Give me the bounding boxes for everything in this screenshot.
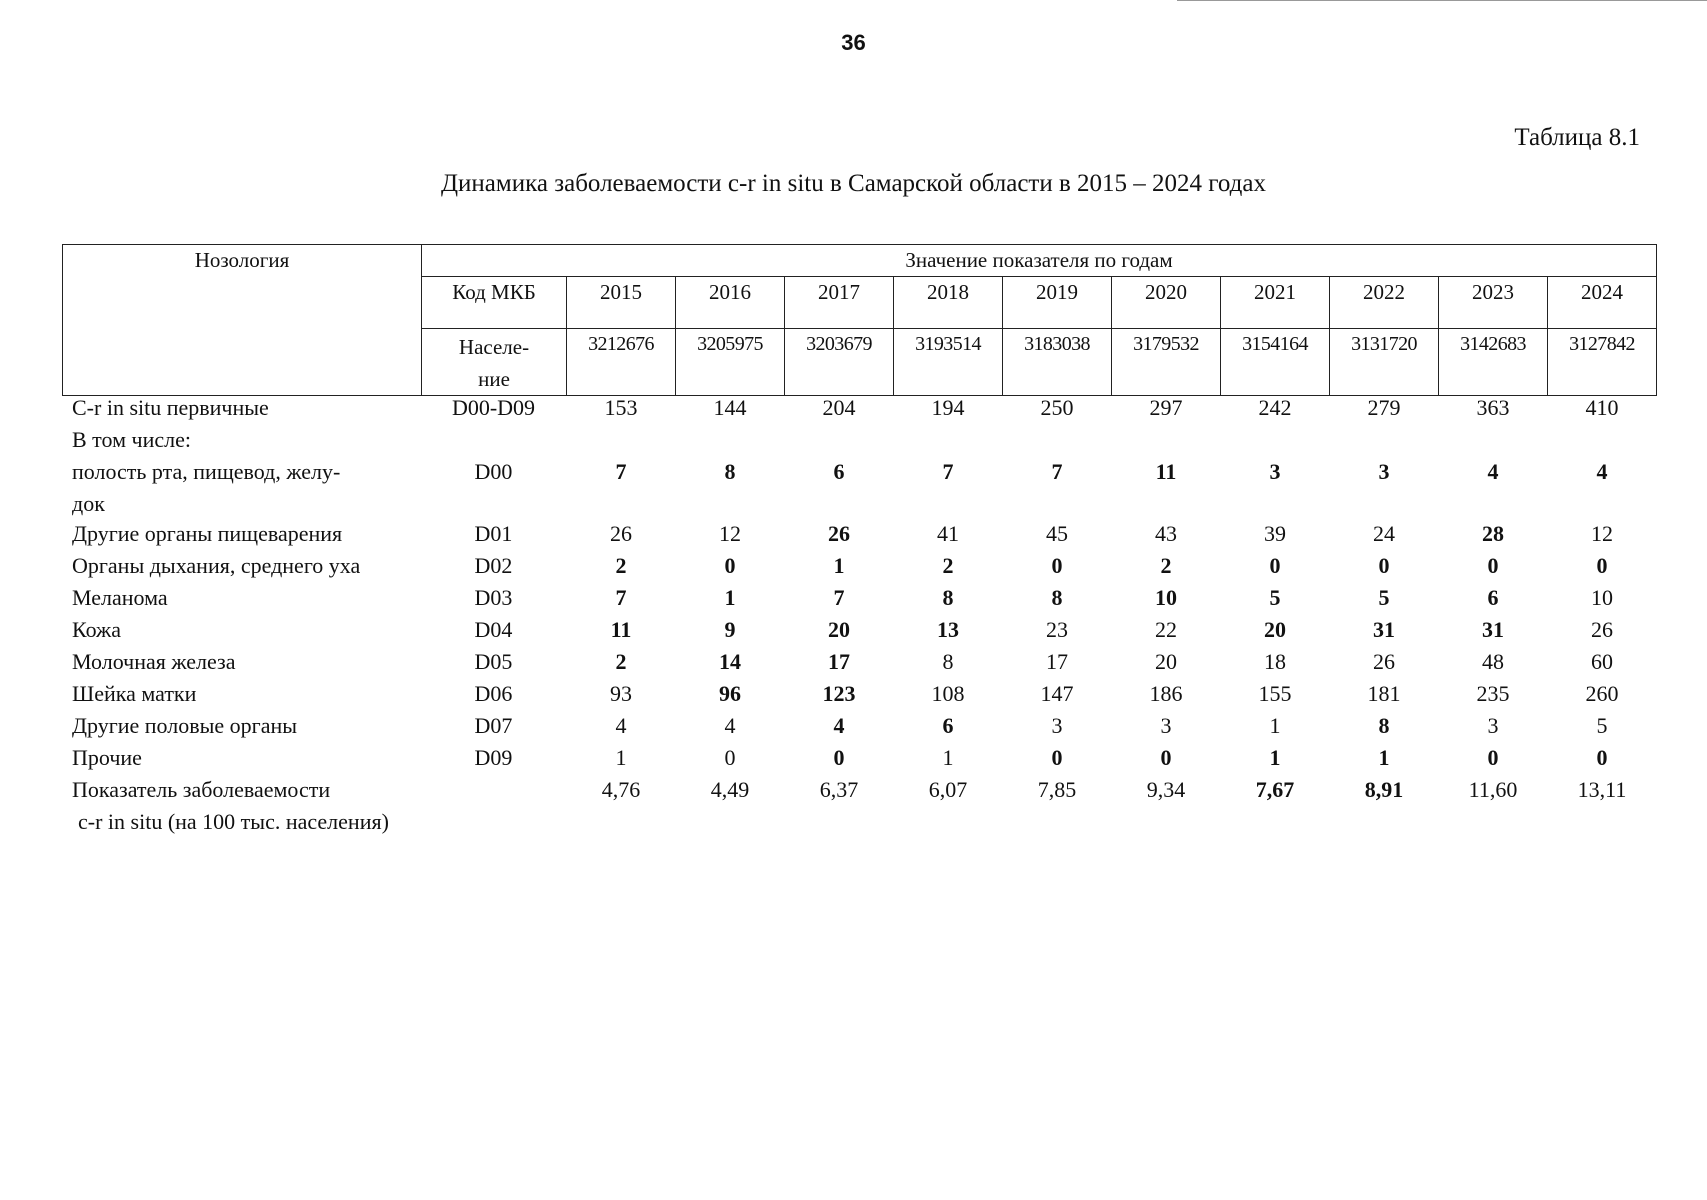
cell-value: 11 [610, 617, 632, 642]
cell-value: 0 [724, 745, 736, 770]
cell-value: 0 [1596, 745, 1608, 770]
cell-value: 22 [1155, 617, 1177, 642]
cell-value: 20 [1155, 649, 1177, 674]
cell-value: 4 [724, 713, 736, 738]
cell-value: 3 [1269, 459, 1281, 484]
cell-value: 0 [1269, 553, 1281, 578]
cell-value: 4 [1596, 459, 1608, 484]
cell-value: 10 [1155, 585, 1177, 610]
cell-value: 2 [942, 553, 954, 578]
cell-value: 14 [719, 649, 741, 674]
cell-value: 20 [828, 617, 850, 642]
cell-value: 123 [822, 681, 856, 706]
population-value: 3203679 [785, 329, 894, 396]
year-header: 2020 [1112, 277, 1221, 329]
icd-code: D00 [474, 459, 513, 484]
cell-value: 1 [833, 553, 845, 578]
cell-value: 4,49 [710, 777, 750, 802]
population-value: 3131720 [1330, 329, 1439, 396]
cell-value: 3 [1160, 713, 1172, 738]
table-row [0, 585, 1707, 617]
cell-value: 7,67 [1255, 777, 1295, 802]
table-row [0, 745, 1707, 777]
top-edge-line [1177, 0, 1707, 1]
table-row [0, 459, 1707, 491]
table-label: Таблица 8.1 [1514, 124, 1640, 151]
population-value: 3193514 [894, 329, 1003, 396]
cell-value: 7 [833, 585, 845, 610]
cell-value: 31 [1373, 617, 1395, 642]
population-value: 3154164 [1221, 329, 1330, 396]
cell-value: 8,91 [1364, 777, 1404, 802]
cell-value: 26 [1591, 617, 1613, 642]
cell-value: 4 [615, 713, 627, 738]
row-label: C-r in situ первичные [72, 395, 269, 420]
table-row [0, 553, 1707, 585]
cell-value: 43 [1155, 521, 1177, 546]
row-label: Другие половые органы [72, 713, 298, 738]
row-label: док [72, 491, 105, 516]
table-row [0, 649, 1707, 681]
table-row [0, 809, 1707, 839]
cell-value: 11 [1155, 459, 1177, 484]
cell-value: 8 [1051, 585, 1063, 610]
table-row [0, 681, 1707, 713]
page-number: 36 [841, 30, 866, 55]
cell-value: 28 [1482, 521, 1504, 546]
cell-value: 13 [937, 617, 959, 642]
cell-value: 20 [1264, 617, 1286, 642]
cell-value: 5 [1269, 585, 1281, 610]
cell-value: 3 [1487, 713, 1499, 738]
cell-value: 194 [931, 395, 965, 420]
cell-value: 410 [1585, 395, 1619, 420]
cell-value: 8 [942, 585, 954, 610]
cell-value: 3 [1051, 713, 1063, 738]
cell-value: 1 [1269, 713, 1281, 738]
cell-value: 0 [1596, 553, 1608, 578]
values-by-year-header: Значение показателя по годам [422, 245, 1657, 277]
row-label: c-r in situ (на 100 тыс. населения) [78, 809, 389, 834]
table-row [0, 617, 1707, 649]
cell-value: 9,34 [1146, 777, 1186, 802]
table-row [0, 521, 1707, 553]
cell-value: 1 [942, 745, 954, 770]
cell-value: 1 [1269, 745, 1281, 770]
cell-value: 39 [1264, 521, 1286, 546]
row-label: Молочная железа [72, 649, 236, 674]
population-value: 3127842 [1548, 329, 1657, 396]
icd-code: D02 [474, 553, 513, 578]
cell-value: 60 [1591, 649, 1613, 674]
cell-value: 7,85 [1037, 777, 1077, 802]
row-label: Прочие [72, 745, 142, 770]
cell-value: 0 [1487, 553, 1499, 578]
row-label: Показатель заболеваемости [72, 777, 331, 802]
cell-value: 204 [822, 395, 856, 420]
cell-value: 2 [615, 649, 627, 674]
row-label: Меланома [72, 585, 168, 610]
cell-value: 6,37 [819, 777, 859, 802]
cell-value: 12 [719, 521, 741, 546]
cell-value: 6 [942, 713, 954, 738]
year-header: 2016 [676, 277, 785, 329]
cell-value: 144 [713, 395, 747, 420]
cell-value: 363 [1476, 395, 1510, 420]
cell-value: 5 [1596, 713, 1608, 738]
cell-value: 7 [615, 585, 627, 610]
year-header: 2021 [1221, 277, 1330, 329]
table-row [0, 427, 1707, 459]
table-row [0, 713, 1707, 745]
cell-value: 1 [724, 585, 736, 610]
icd-code: D01 [474, 521, 513, 546]
cell-value: 147 [1040, 681, 1074, 706]
cell-value: 8 [724, 459, 736, 484]
row-label: Шейка матки [72, 681, 197, 706]
cell-value: 3 [1378, 459, 1390, 484]
icd-code: D03 [474, 585, 513, 610]
cell-value: 4 [1487, 459, 1499, 484]
cell-value: 45 [1046, 521, 1068, 546]
row-label: Органы дыхания, среднего уха [72, 553, 361, 578]
cell-value: 235 [1476, 681, 1510, 706]
cell-value: 7 [942, 459, 954, 484]
cell-value: 9 [724, 617, 736, 642]
icd-code: D04 [474, 617, 513, 642]
cell-value: 181 [1367, 681, 1401, 706]
cell-value: 6 [1487, 585, 1499, 610]
table-body [0, 395, 1707, 839]
year-header: 2019 [1003, 277, 1112, 329]
cell-value: 0 [833, 745, 845, 770]
table-header [62, 244, 1657, 396]
cell-value: 48 [1482, 649, 1504, 674]
cell-value: 23 [1046, 617, 1068, 642]
cell-value: 12 [1591, 521, 1613, 546]
cell-value: 242 [1258, 395, 1292, 420]
cell-value: 6 [833, 459, 845, 484]
document-title: Динамика заболеваемости c-r in situ в Самарской области в 2015 – 2024 годах [441, 170, 1266, 197]
cell-value: 0 [1487, 745, 1499, 770]
population-value: 3212676 [567, 329, 676, 396]
population-header: Населе- ние [422, 329, 567, 396]
year-header: 2024 [1548, 277, 1657, 329]
cell-value: 18 [1264, 649, 1286, 674]
population-value: 3142683 [1439, 329, 1548, 396]
cell-value: 186 [1149, 681, 1183, 706]
cell-value: 108 [931, 681, 965, 706]
cell-value: 1 [615, 745, 627, 770]
cell-value: 8 [942, 649, 954, 674]
cell-value: 31 [1482, 617, 1504, 642]
cell-value: 93 [610, 681, 632, 706]
cell-value: 0 [1051, 745, 1063, 770]
cell-value: 17 [828, 649, 850, 674]
cell-value: 155 [1258, 681, 1292, 706]
table-row [0, 395, 1707, 427]
cell-value: 26 [610, 521, 632, 546]
cell-value: 96 [719, 681, 741, 706]
cell-value: 17 [1046, 649, 1068, 674]
icd-code: D06 [474, 681, 513, 706]
cell-value: 6,07 [928, 777, 968, 802]
cell-value: 26 [828, 521, 850, 546]
cell-value: 10 [1591, 585, 1613, 610]
cell-value: 0 [1378, 553, 1390, 578]
cell-value: 0 [724, 553, 736, 578]
row-label: Другие органы пищеварения [72, 521, 343, 546]
icd-code-header: Код МКБ [422, 277, 567, 329]
cell-value: 5 [1378, 585, 1390, 610]
cell-value: 297 [1149, 395, 1183, 420]
table-row [0, 777, 1707, 809]
year-header: 2015 [567, 277, 676, 329]
year-header: 2022 [1330, 277, 1439, 329]
population-value: 3205975 [676, 329, 785, 396]
cell-value: 24 [1373, 521, 1395, 546]
table-row [0, 491, 1707, 521]
icd-code: D00-D09 [451, 395, 536, 420]
cell-value: 250 [1040, 395, 1074, 420]
population-value: 3183038 [1003, 329, 1112, 396]
cell-value: 0 [1051, 553, 1063, 578]
cell-value: 4 [833, 713, 845, 738]
cell-value: 13,11 [1577, 777, 1627, 802]
year-header: 2017 [785, 277, 894, 329]
cell-value: 7 [1051, 459, 1063, 484]
icd-code: D05 [474, 649, 513, 674]
population-value: 3179532 [1112, 329, 1221, 396]
cell-value: 11,60 [1468, 777, 1518, 802]
cell-value: 2 [1160, 553, 1172, 578]
cell-value: 279 [1367, 395, 1401, 420]
cell-value: 41 [937, 521, 959, 546]
year-header: 2018 [894, 277, 1003, 329]
icd-code: D07 [474, 713, 513, 738]
cell-value: 153 [604, 395, 638, 420]
row-label: В том числе: [72, 427, 191, 452]
cell-value: 2 [615, 553, 627, 578]
cell-value: 7 [615, 459, 627, 484]
cell-value: 260 [1585, 681, 1619, 706]
row-label: полость рта, пищевод, желу- [72, 459, 341, 484]
row-label: Кожа [72, 617, 121, 642]
nozology-header: Нозология [63, 245, 422, 396]
cell-value: 8 [1378, 713, 1390, 738]
cell-value: 0 [1160, 745, 1172, 770]
cell-value: 4,76 [601, 777, 641, 802]
cell-value: 1 [1378, 745, 1390, 770]
cell-value: 26 [1373, 649, 1395, 674]
icd-code: D09 [474, 745, 513, 770]
year-header: 2023 [1439, 277, 1548, 329]
